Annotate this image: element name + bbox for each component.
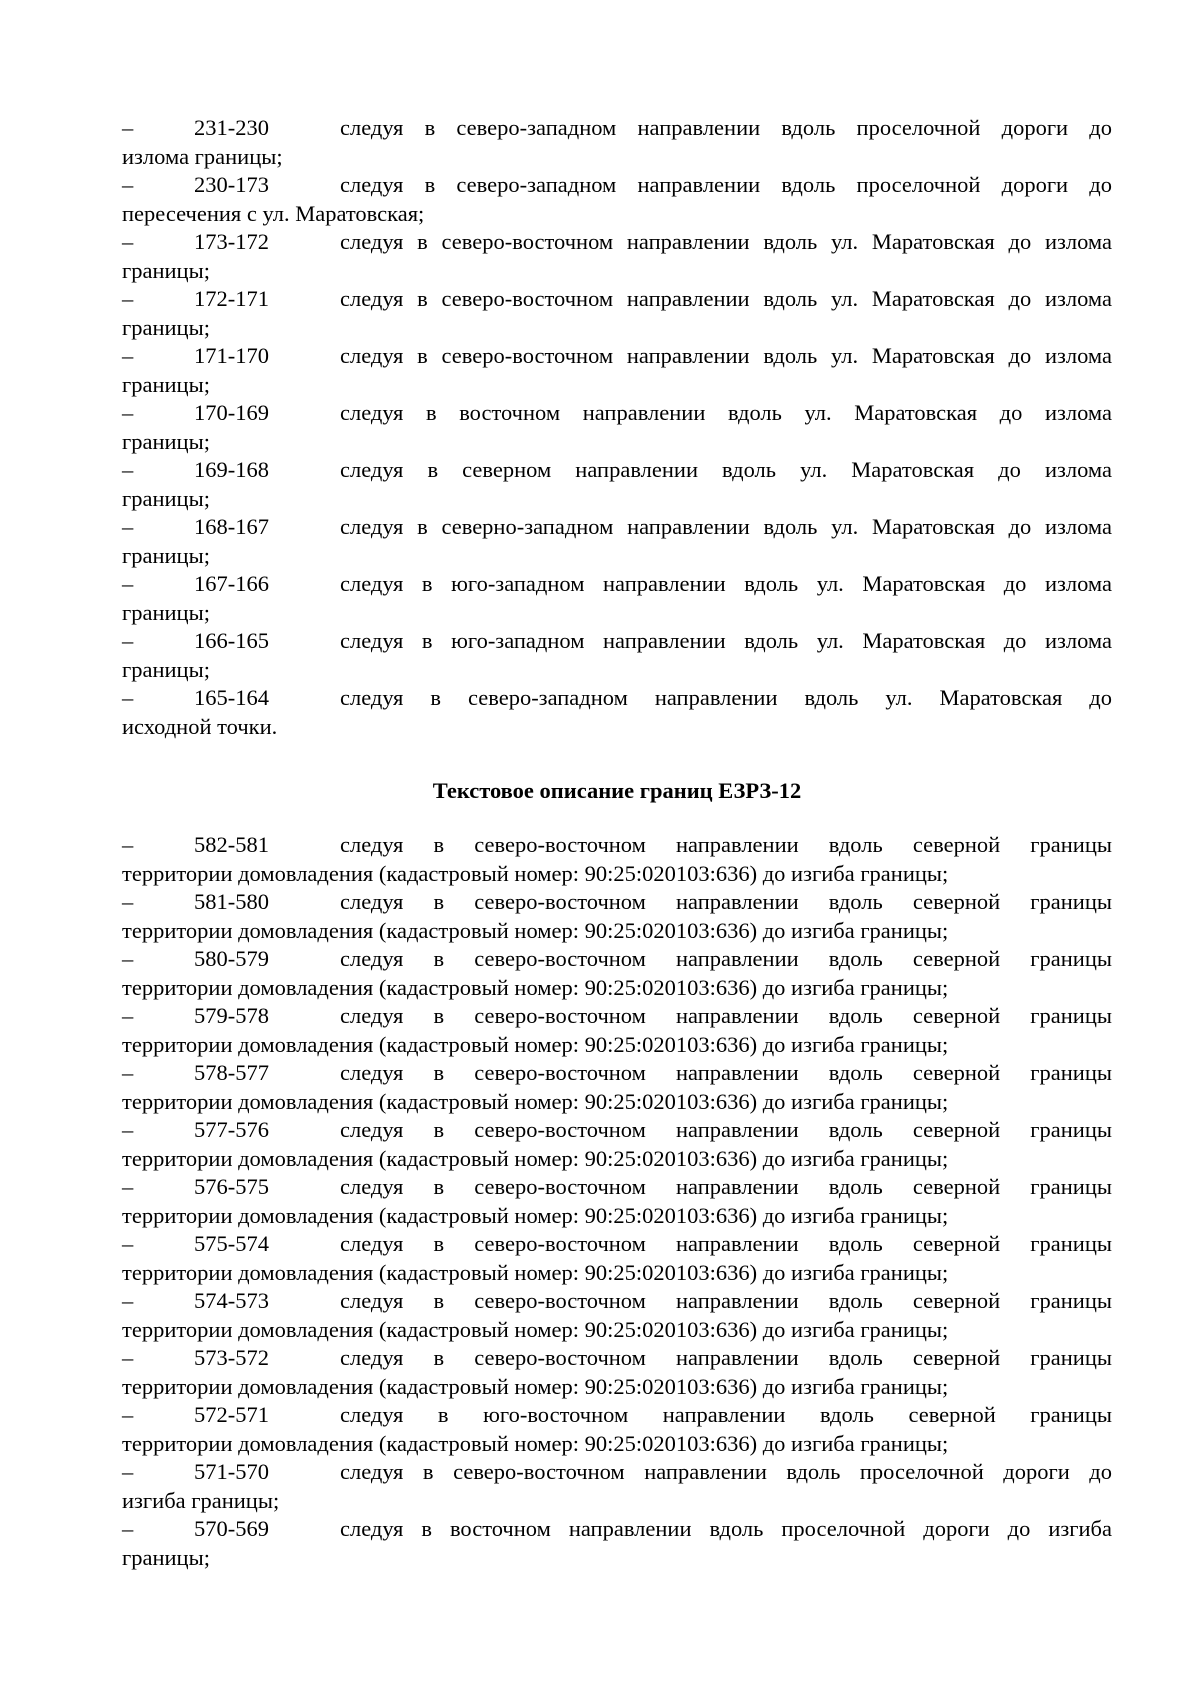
segment-description: следуя в северо-западном направлении вдоль проселочной дороги до	[340, 172, 1112, 197]
boundary-entry	[122, 1059, 1112, 1116]
boundary-entry	[122, 114, 1112, 171]
segment-code: 572-571	[194, 1402, 269, 1427]
entry-dash: –	[122, 1231, 134, 1256]
description-continuation: границы;	[122, 599, 210, 625]
description-continuation: территории домовладения (кадастровый номер: 90:25:020103:636) до изгиба границы;	[122, 1373, 949, 1399]
entry-dash: –	[122, 172, 134, 197]
entry-dash: –	[122, 1402, 134, 1427]
boundary-entry	[122, 1344, 1112, 1401]
boundary-entry	[122, 570, 1112, 627]
description-continuation: территории домовладения (кадастровый номер: 90:25:020103:636) до изгиба границы;	[122, 1202, 949, 1228]
boundary-entry	[122, 285, 1112, 342]
entry-dash: –	[122, 571, 134, 596]
entry-dash: –	[122, 1060, 134, 1085]
description-continuation: пересечения с ул. Маратовская;	[122, 200, 425, 226]
segment-description: следуя в юго-западном направлении вдоль ул. Маратовская до излома	[340, 628, 1112, 653]
segment-code: 578-577	[194, 1060, 269, 1085]
segment-description: следуя в северном направлении вдоль ул. Маратовская до излома	[340, 457, 1112, 482]
description-continuation: территории домовладения (кадастровый номер: 90:25:020103:636) до изгиба границы;	[122, 1316, 949, 1342]
boundary-entry	[122, 456, 1112, 513]
segment-code: 173-172	[194, 229, 269, 254]
description-continuation: территории домовладения (кадастровый номер: 90:25:020103:636) до изгиба границы;	[122, 1088, 949, 1114]
description-continuation: территории домовладения (кадастровый номер: 90:25:020103:636) до изгиба границы;	[122, 1145, 949, 1171]
boundary-entry	[122, 342, 1112, 399]
entry-dash: –	[122, 1117, 134, 1142]
description-continuation: границы;	[122, 371, 210, 397]
segment-code: 576-575	[194, 1174, 269, 1199]
segment-code: 580-579	[194, 946, 269, 971]
description-continuation: границы;	[122, 542, 210, 568]
boundary-entry	[122, 888, 1112, 945]
segment-description: следуя в северо-восточном направлении вдоль северной границы	[340, 1117, 1112, 1142]
segment-code: 575-574	[194, 1231, 269, 1256]
description-continuation: границы;	[122, 314, 210, 340]
boundary-entry	[122, 1230, 1112, 1287]
segment-code: 573-572	[194, 1345, 269, 1370]
segment-code: 171-170	[194, 343, 269, 368]
segment-description: следуя в северо-восточном направлении вдоль северной границы	[340, 1060, 1112, 1085]
description-continuation: территории домовладения (кадастровый номер: 90:25:020103:636) до изгиба границы;	[122, 974, 949, 1000]
segment-code: 579-578	[194, 1003, 269, 1028]
entry-dash: –	[122, 286, 134, 311]
boundary-entry	[122, 684, 1112, 741]
boundary-entry	[122, 831, 1112, 888]
segment-code: 167-166	[194, 571, 269, 596]
boundary-entry	[122, 1401, 1112, 1458]
segment-code: 165-164	[194, 685, 269, 710]
description-continuation: территории домовладения (кадастровый номер: 90:25:020103:636) до изгиба границы;	[122, 1259, 949, 1285]
segment-description: следуя в северо-западном направлении вдоль проселочной дороги до	[340, 115, 1112, 140]
description-continuation: исходной точки.	[122, 713, 278, 739]
segment-description: следуя в северо-восточном направлении вдоль северной границы	[340, 832, 1112, 857]
entry-dash: –	[122, 457, 134, 482]
entry-dash: –	[122, 1288, 134, 1313]
segment-description: следуя в юго-восточном направлении вдоль северной границы	[340, 1402, 1112, 1427]
segment-description: следуя в северо-восточном направлении вдоль северной границы	[340, 1231, 1112, 1256]
description-continuation: территории домовладения (кадастровый номер: 90:25:020103:636) до изгиба границы;	[122, 1031, 949, 1057]
segment-code: 166-165	[194, 628, 269, 653]
entry-dash: –	[122, 1345, 134, 1370]
entry-dash: –	[122, 685, 134, 710]
description-continuation: территории домовладения (кадастровый номер: 90:25:020103:636) до изгиба границы;	[122, 1430, 949, 1456]
segment-description: следуя в северо-восточном направлении вдоль ул. Маратовская до излома	[340, 343, 1112, 368]
entry-dash: –	[122, 832, 134, 857]
entry-dash: –	[122, 400, 134, 425]
segment-description: следуя в восточном направлении вдоль ул. Маратовская до излома	[340, 400, 1112, 425]
segment-description: следуя в северо-восточном направлении вдоль ул. Маратовская до излома	[340, 286, 1112, 311]
boundary-entry	[122, 1002, 1112, 1059]
boundary-entry	[122, 1287, 1112, 1344]
description-continuation: границы;	[122, 428, 210, 454]
description-continuation: границы;	[122, 656, 210, 682]
boundary-list-section-1	[122, 114, 1112, 741]
segment-description: следуя в северо-восточном направлении вдоль северной границы	[340, 946, 1112, 971]
segment-code: 577-576	[194, 1117, 269, 1142]
segment-code: 582-581	[194, 832, 269, 857]
entry-dash: –	[122, 115, 134, 140]
description-continuation: границы;	[122, 257, 210, 283]
description-continuation: территории домовладения (кадастровый номер: 90:25:020103:636) до изгиба границы;	[122, 917, 949, 943]
segment-code: 571-570	[194, 1459, 269, 1484]
segment-description: следуя в северо-восточном направлении вдоль северной границы	[340, 1288, 1112, 1313]
segment-code: 231-230	[194, 115, 269, 140]
segment-description: следуя в северо-восточном направлении вдоль ул. Маратовская до излома	[340, 229, 1112, 254]
segment-description: следуя в юго-западном направлении вдоль ул. Маратовская до излома	[340, 571, 1112, 596]
segment-code: 581-580	[194, 889, 269, 914]
boundary-entry	[122, 945, 1112, 1002]
description-continuation: границы;	[122, 1544, 210, 1570]
boundary-list-section-2	[122, 831, 1112, 1572]
boundary-entry	[122, 228, 1112, 285]
boundary-entry	[122, 171, 1112, 228]
boundary-entry	[122, 1458, 1112, 1515]
segment-code: 170-169	[194, 400, 269, 425]
segment-code: 172-171	[194, 286, 269, 311]
boundary-entry	[122, 399, 1112, 456]
segment-code: 230-173	[194, 172, 269, 197]
entry-dash: –	[122, 889, 134, 914]
boundary-entry	[122, 1116, 1112, 1173]
segment-description: следуя в северо-западном направлении вдоль ул. Маратовская до	[340, 685, 1112, 710]
segment-description: следуя в северо-восточном направлении вдоль проселочной дороги до	[340, 1459, 1112, 1484]
segment-description: следуя в северо-восточном направлении вдоль северной границы	[340, 1345, 1112, 1370]
description-continuation: территории домовладения (кадастровый номер: 90:25:020103:636) до изгиба границы;	[122, 860, 949, 886]
entry-dash: –	[122, 229, 134, 254]
boundary-entry	[122, 513, 1112, 570]
segment-code: 169-168	[194, 457, 269, 482]
segment-code: 574-573	[194, 1288, 269, 1313]
boundary-entry	[122, 1515, 1112, 1572]
entry-dash: –	[122, 946, 134, 971]
segment-description: следуя в северо-восточном направлении вдоль северной границы	[340, 1174, 1112, 1199]
description-continuation: излома границы;	[122, 143, 283, 169]
boundary-entry	[122, 627, 1112, 684]
segment-code: 168-167	[194, 514, 269, 539]
entry-dash: –	[122, 1459, 134, 1484]
segment-description: следуя в северо-восточном направлении вдоль северной границы	[340, 889, 1112, 914]
segment-code: 570-569	[194, 1516, 269, 1541]
entry-dash: –	[122, 628, 134, 653]
description-continuation: границы;	[122, 485, 210, 511]
entry-dash: –	[122, 1003, 134, 1028]
segment-description: следуя в северно-западном направлении вдоль ул. Маратовская до излома	[340, 514, 1112, 539]
segment-description: следуя в северо-восточном направлении вдоль северной границы	[340, 1003, 1112, 1028]
section-heading: Текстовое описание границ ЕЗРЗ-12	[432, 778, 802, 803]
entry-dash: –	[122, 1516, 134, 1541]
segment-description: следуя в восточном направлении вдоль проселочной дороги до изгиба	[340, 1516, 1112, 1541]
entry-dash: –	[122, 343, 134, 368]
description-continuation: изгиба границы;	[122, 1487, 280, 1513]
entry-dash: –	[122, 514, 134, 539]
boundary-entry	[122, 1173, 1112, 1230]
entry-dash: –	[122, 1174, 134, 1199]
